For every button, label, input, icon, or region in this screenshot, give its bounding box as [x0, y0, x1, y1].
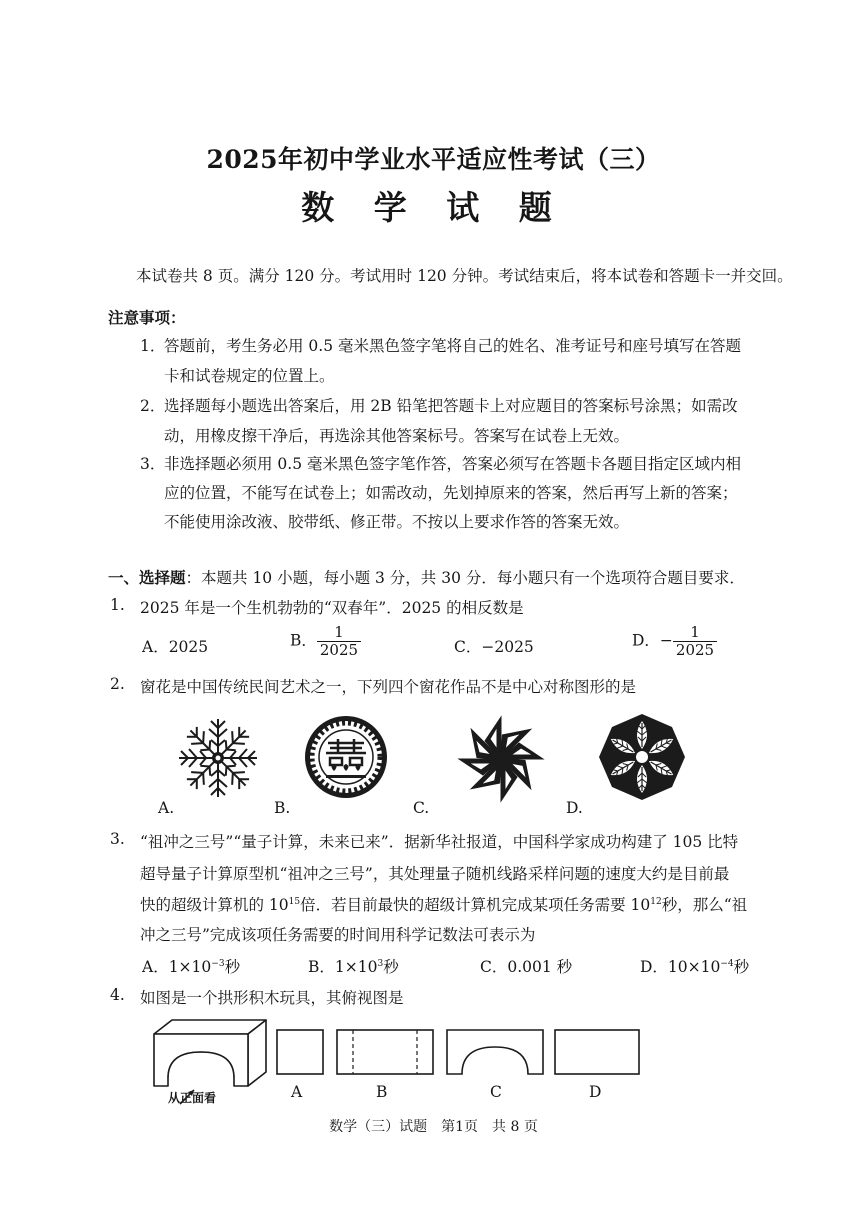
snowflake-papercut-figure	[176, 716, 260, 800]
question-4-option-d-view	[554, 1029, 640, 1075]
question-2-label-c: C.	[413, 799, 430, 817]
subject-title: 数 学 试 题	[301, 188, 566, 227]
question-3-option-d-unit: 秒	[733, 958, 750, 976]
question-3-line-3-part-a: 快的超级计算机的 10	[140, 896, 289, 914]
question-4-option-a-view	[276, 1029, 324, 1075]
question-1-option-c: C．−2025	[454, 638, 534, 656]
question-3-option-b-base: B．1×10	[308, 958, 378, 976]
question-4-label-b: B	[376, 1083, 388, 1101]
double-happiness-papercut-figure	[303, 714, 389, 800]
question-3-number: 3.	[110, 830, 125, 848]
question-1-text: 2025 年是一个生机勃勃的“双春年”．2025 的相反数是	[140, 599, 524, 617]
question-3-option-a-exponent: −3	[211, 959, 225, 969]
notice-item-1-line-2: 卡和试卷规定的位置上。	[164, 367, 335, 385]
notice-item-1-line-1: 答题前，考生务必用 0.5 毫米黑色签字笔将自己的姓名、准考证号和座号填写在答题	[164, 337, 742, 355]
question-3-option-d-exponent: −4	[720, 959, 734, 969]
flower-papercut-figure	[597, 712, 687, 802]
question-3-line-4: 冲之三号”完成该项任务需要的时间用科学记数法可表示为	[140, 926, 536, 944]
notice-item-2-number: 2．	[140, 397, 166, 415]
question-2-label-a: A.	[158, 799, 175, 817]
question-1-option-b-numerator: 1	[317, 624, 361, 642]
question-1-option-b-label: B．	[290, 631, 317, 650]
question-4-label-d: D	[589, 1083, 602, 1101]
question-1-option-d-denominator: 2025	[675, 641, 715, 659]
question-4-option-b-view	[336, 1029, 434, 1075]
notice-item-2-line-2: 动，用橡皮擦干净后，再选涂其他答案标号。答案写在试卷上无效。	[164, 427, 630, 445]
question-3-option-a-base: A．1×10	[142, 958, 212, 976]
notice-item-3-line-3: 不能使用涂改液、胶带纸、修正带。不按以上要求作答的答案无效。	[164, 513, 630, 531]
question-2-label-b: B.	[274, 799, 291, 817]
question-4-text: 如图是一个拱形积木玩具，其俯视图是	[140, 989, 404, 1007]
pinwheel-papercut-figure	[456, 714, 546, 804]
question-1-option-a: A．2025	[142, 638, 209, 656]
question-3-option-a	[142, 955, 240, 977]
notice-item-3-line-1: 非选择题必须用 0.5 毫米黑色签字笔作答，答案必须写在答题卡各题目指定区域内相	[164, 455, 742, 473]
question-1-option-d	[632, 624, 717, 659]
page-footer: 数学（三）试题 第1页 共 8 页	[329, 1119, 538, 1135]
exam-intro: 本试卷共 8 页。满分 120 分。考试用时 120 分钟。考试结束后，将本试卷和答题卡一并交回。	[136, 267, 793, 285]
question-3-option-a-unit: 秒	[224, 958, 241, 976]
question-3-option-d	[640, 955, 749, 977]
question-3-line-3-part-c: 秒，那么“祖	[661, 896, 748, 914]
question-4-label-a: A	[291, 1083, 303, 1101]
question-3-line-2: 超导量子计算原型机“祖冲之三号”，其处理量子随机线路采样问题的速度大约是目前最	[140, 865, 730, 883]
question-3-option-b-exponent: 3	[377, 959, 384, 969]
question-4-option-c-view	[446, 1029, 544, 1075]
question-3-option-d-base: D．10×10	[640, 958, 721, 976]
notice-item-3-line-2: 应的位置，不能写在试卷上；如需改动，先划掉原来的答案，然后再写上新的答案；	[164, 484, 738, 502]
question-3-option-c: C．0.001 秒	[480, 958, 573, 976]
question-1-option-d-label: D．−	[632, 631, 673, 650]
question-3-exponent-2: 12	[650, 897, 662, 907]
question-3-option-b	[308, 955, 399, 977]
question-2-label-d: D.	[566, 799, 583, 817]
front-view-caption: 从正面看	[168, 1091, 217, 1105]
question-4-number: 4.	[110, 986, 125, 1004]
question-2-text: 窗花是中国传统民间艺术之一，下列四个窗花作品不是中心对称图形的是	[140, 678, 637, 696]
notice-item-3-number: 3．	[140, 455, 166, 473]
notice-item-1-number: 1．	[140, 337, 166, 355]
question-1-number: 1.	[110, 596, 125, 614]
question-1-option-b-fraction	[317, 624, 361, 659]
question-3-line-3	[140, 893, 747, 915]
exam-title: 2025年初中学业水平适应性考试（三）	[206, 145, 661, 174]
question-3-exponent-1: 15	[288, 897, 301, 907]
question-3-line-3-part-b: 倍．若目前最快的超级计算机完成某项任务需要 10	[300, 896, 651, 914]
question-1-option-b-denominator: 2025	[319, 641, 359, 659]
question-2-number: 2.	[110, 675, 125, 693]
section-1-header	[108, 566, 745, 588]
section-1-description: ：本题共 10 小题，每小题 3 分，共 30 分．每小题只有一个选项符合题目要求．	[185, 569, 745, 587]
question-1-option-d-numerator: 1	[673, 624, 717, 642]
question-1-option-d-fraction	[673, 624, 717, 659]
notice-item-2-line-1: 选择题每小题选出答案后，用 2B 铅笔把答题卡上对应题目的答案标号涂黑；如需改	[164, 397, 738, 415]
question-3-line-1: “祖冲之三号”“量子计算，未来已来”．据新华社报道，中国科学家成功构建了 105 比特	[140, 833, 739, 851]
question-1-option-b	[290, 624, 361, 659]
question-3-option-b-unit: 秒	[383, 958, 399, 976]
section-1-heading: 一、选择题	[108, 568, 186, 587]
notice-heading: 注意事项：	[108, 308, 186, 327]
question-4-label-c: C	[490, 1083, 502, 1101]
